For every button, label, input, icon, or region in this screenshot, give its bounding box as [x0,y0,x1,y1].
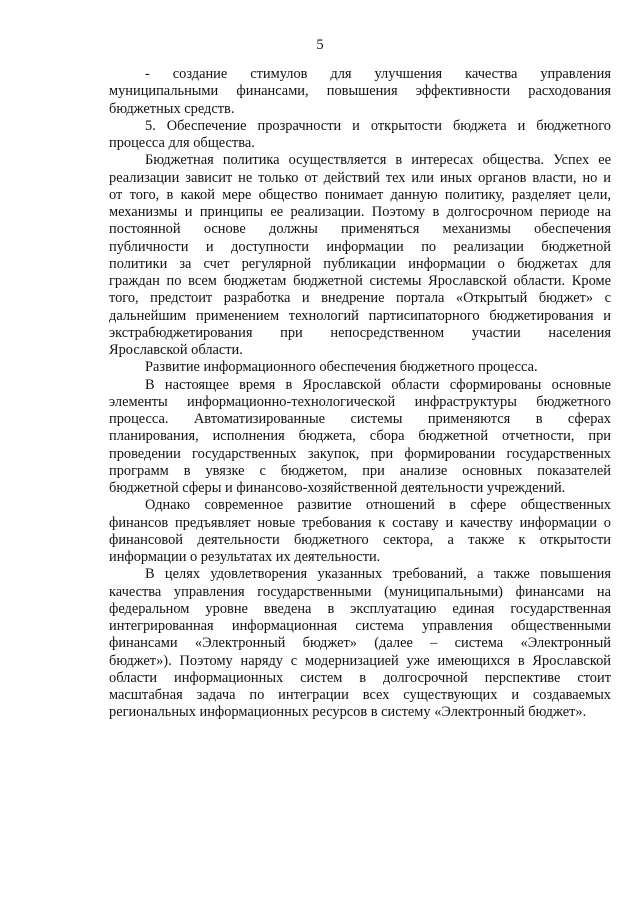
text-line: В настоящее время в Ярославской области сформированы основные [145,376,611,393]
text-line: финансов предъявляет новые требования к составу и качеству информации о [109,514,611,531]
paragraph [109,497,611,566]
paragraph [109,359,611,376]
paragraph [109,377,611,498]
paragraph [109,566,611,721]
text-line: публичности и доступности информации по реализации бюджетной [109,238,611,255]
text-line: реализации зависит не только от действий тех или иных органов власти, но и [109,169,611,186]
text-line: программ в увязке с бюджетом, при анализе основных показателей [109,462,611,479]
text-line: постоянной основе должны применяться механизмы обеспечения [109,221,611,238]
paragraph [109,118,611,153]
text-line: процесса. Автоматизированные системы применяются в сферах [109,411,611,427]
paragraph [109,152,611,359]
text-line: 5. Обеспечение прозрачности и открытости бюджета и бюджетного [145,117,611,134]
text-line: проведении государственных закупок, при формировании государственных [109,445,611,462]
text-line: муниципальными финансами, повышения эффективности расходования [109,83,611,100]
text-line: планирования, исполнения бюджета, сбора бюджетной отчетности, при [109,428,611,445]
text-line: дальнейшим применением технологий партисипаторного бюджетирования и [109,307,611,324]
text-line: финансами «Электронный бюджет» (далее – система «Электронный [109,635,611,652]
text-line: региональных информационных ресурсов в систему «Электронный бюджет». [109,704,587,721]
text-line: механизмы и принципы ее реализации. Поэтому в долгосрочном периоде на [109,204,611,220]
text-line: Однако современное развитие отношений в сфере общественных [145,497,611,514]
text-line: бюджетных средств. [109,100,235,117]
text-line: бюджет»). Поэтому наряду с модернизацией уже имеющихся в Ярославской [109,652,611,669]
page-number: 5 [316,37,324,53]
text-line: информации о результатах их деятельности. [109,549,381,565]
text-line: бюджетной сферы и финансово-хозяйственной деятельности учреждений. [109,480,566,496]
text-line: элементы информационно-технологической инфраструктуры бюджетного [109,393,611,410]
text-line: - создание стимулов для улучшения качества управления [145,66,611,82]
text-line: политики за счет регулярной публикации информации о бюджетах для [109,255,611,272]
text-line: области информационных систем в долгосрочной перспективе стоит [109,669,611,686]
text-line: экстрабюджетирования при непосредственном участии населения [109,324,611,341]
paragraph [109,66,611,118]
text-line: финансовой деятельности бюджетного сектора, а также к открытости [109,531,611,548]
text-line: граждан по всем бюджетам бюджетной системы Ярославской области. Кроме [109,273,611,289]
text-line: федеральном уровне введена в эксплуатацию единая государственная [109,600,611,617]
text-line: В целях удовлетворения указанных требований, а также повышения [145,566,611,583]
text-line: масштабная задача по интеграции всех существующих и создаваемых [109,687,611,703]
body-text [109,66,611,722]
text-line: Развитие информационного обеспечения бюджетного процесса. [145,359,538,376]
text-line: интегрированная информационная система управления общественными [109,618,611,634]
text-line: Ярославской области. [109,342,243,358]
text-line: качества управления государственными (муниципальными) финансами на [109,583,611,600]
text-line: процесса для общества. [109,135,255,151]
text-line: Бюджетная политика осуществляется в интересах общества. Успех ее [145,152,611,169]
text-line: того, предстоит разработка и внедрение портала «Открытый бюджет» с [109,290,611,307]
text-line: от того, в какой мере общество понимает данную политику, разделяет цели, [109,186,611,203]
